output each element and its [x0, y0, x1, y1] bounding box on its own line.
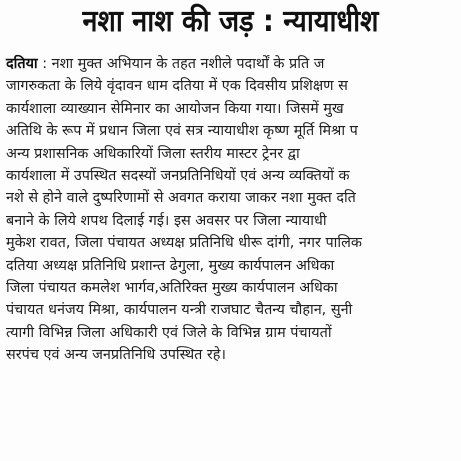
article-line: बनाने के लिये शपथ दिलाई गई। इस अवसर पर जिला न्यायाधी: [6, 212, 327, 229]
article-body: [6, 53, 461, 366]
article-line: मुकेश रावत, जिला पंचायत अध्यक्ष प्रतिनिधि धीरू दांगी, नगर पालिक: [6, 235, 362, 252]
article-line: पंचायत धनंजय मिश्रा, कार्यपालन यन्त्री राजघाट चैतन्य चौहान, सुनी: [6, 302, 353, 319]
article-line: जिला पंचायत कमलेश भार्गव,अतिरिक्त मुख्य कार्यपालन अधिका: [6, 279, 338, 296]
dateline: दतिया: [6, 56, 38, 72]
article-line: सरपंच एवं अन्य जनप्रतिनिधि उपस्थित रहे।: [6, 347, 226, 364]
article-line: कार्यशाला व्याख्यान सेमिनार का आयोजन किया गया। जिसमें मुख: [6, 100, 344, 117]
article-line-text: : नशा मुक्त अभियान के तहत नशीले पदार्थों के प्रति ज: [37, 56, 325, 72]
article-line: [6, 53, 461, 75]
article-line: नशे से होने वाले दुष्परिणामों से अवगत कराया जाकर नशा मुक्त दति: [6, 190, 356, 207]
article-line: जागरुकता के लिये वृंदावन धाम दतिया में एक दिवसीय प्रशिक्षण स: [6, 78, 348, 95]
article-line: अन्य प्रशासनिक अधिकारियों जिला स्तरीय मास्टर ट्रेनर द्वा: [6, 145, 300, 162]
headline: नशा नाश की जड़ : न्यायाधीश: [82, 4, 379, 39]
article-line: कार्यशाला में उपस्थित सदस्यों जनप्रतिनिधियों एवं अन्य व्यक्तियों क: [6, 167, 350, 184]
article-line: त्यागी विभिन्न जिला अधिकारी एवं जिले के विभिन्न ग्राम पंचायतों: [6, 324, 332, 341]
article-line: दतिया अध्यक्ष प्रतिनिधि प्रशान्त ढेगुला, मुख्य कार्यपालन अधिका: [6, 257, 335, 274]
article-line: अतिथि के रूप में प्रधान जिला एवं सत्र न्यायाधीश कृष्ण मूर्ति मिश्रा प: [6, 123, 358, 140]
